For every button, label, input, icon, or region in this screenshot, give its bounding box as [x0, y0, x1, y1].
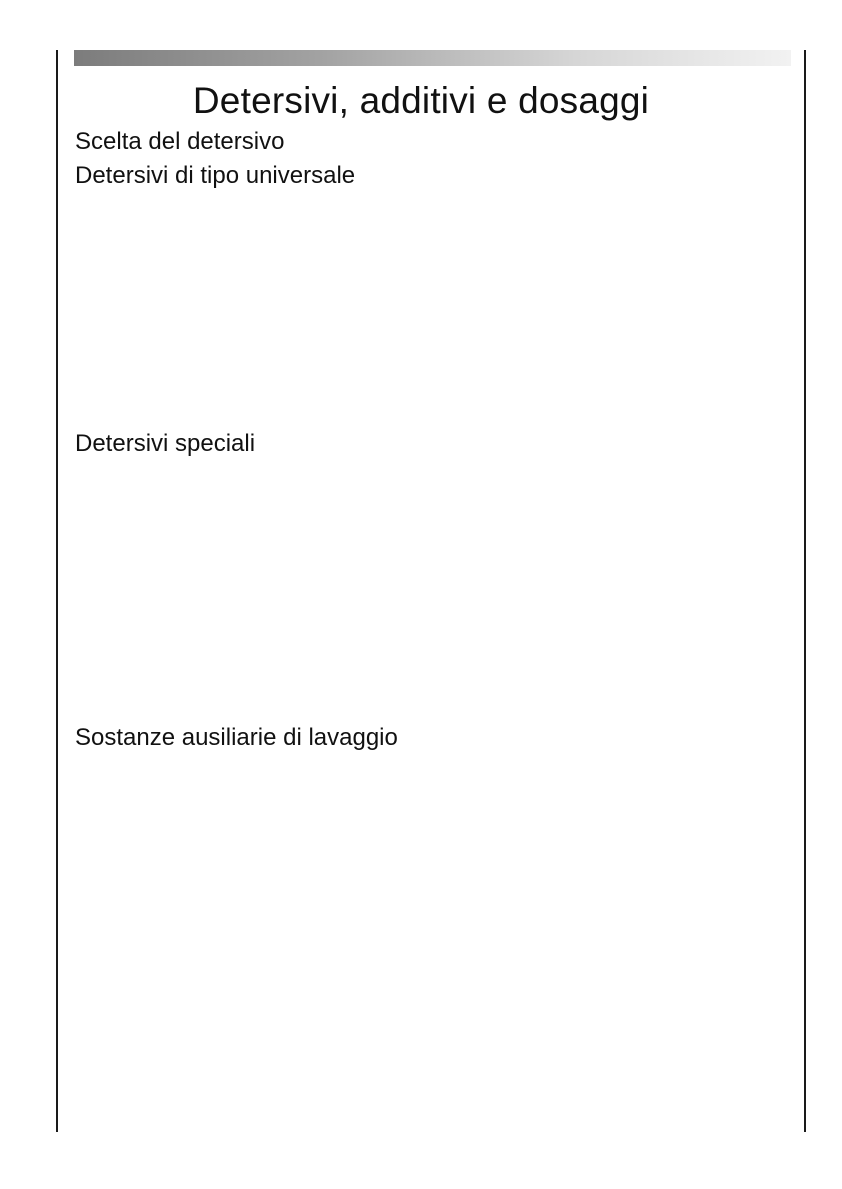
page-title: Detersivi, additivi e dosaggi — [192, 80, 650, 121]
right-margin-rule — [804, 50, 806, 1132]
subsection-heading-detersivi-universali: Detersivi di tipo universale — [75, 162, 356, 189]
left-margin-rule — [56, 50, 58, 1132]
section-heading-scelta-del-detersivo: Scelta del detersivo — [75, 128, 285, 155]
subsection-heading-detersivi-speciali: Detersivi speciali — [75, 430, 256, 457]
header-gradient-bar — [74, 50, 791, 66]
subsection-heading-sostanze-ausiliarie: Sostanze ausiliarie di lavaggio — [75, 724, 398, 751]
